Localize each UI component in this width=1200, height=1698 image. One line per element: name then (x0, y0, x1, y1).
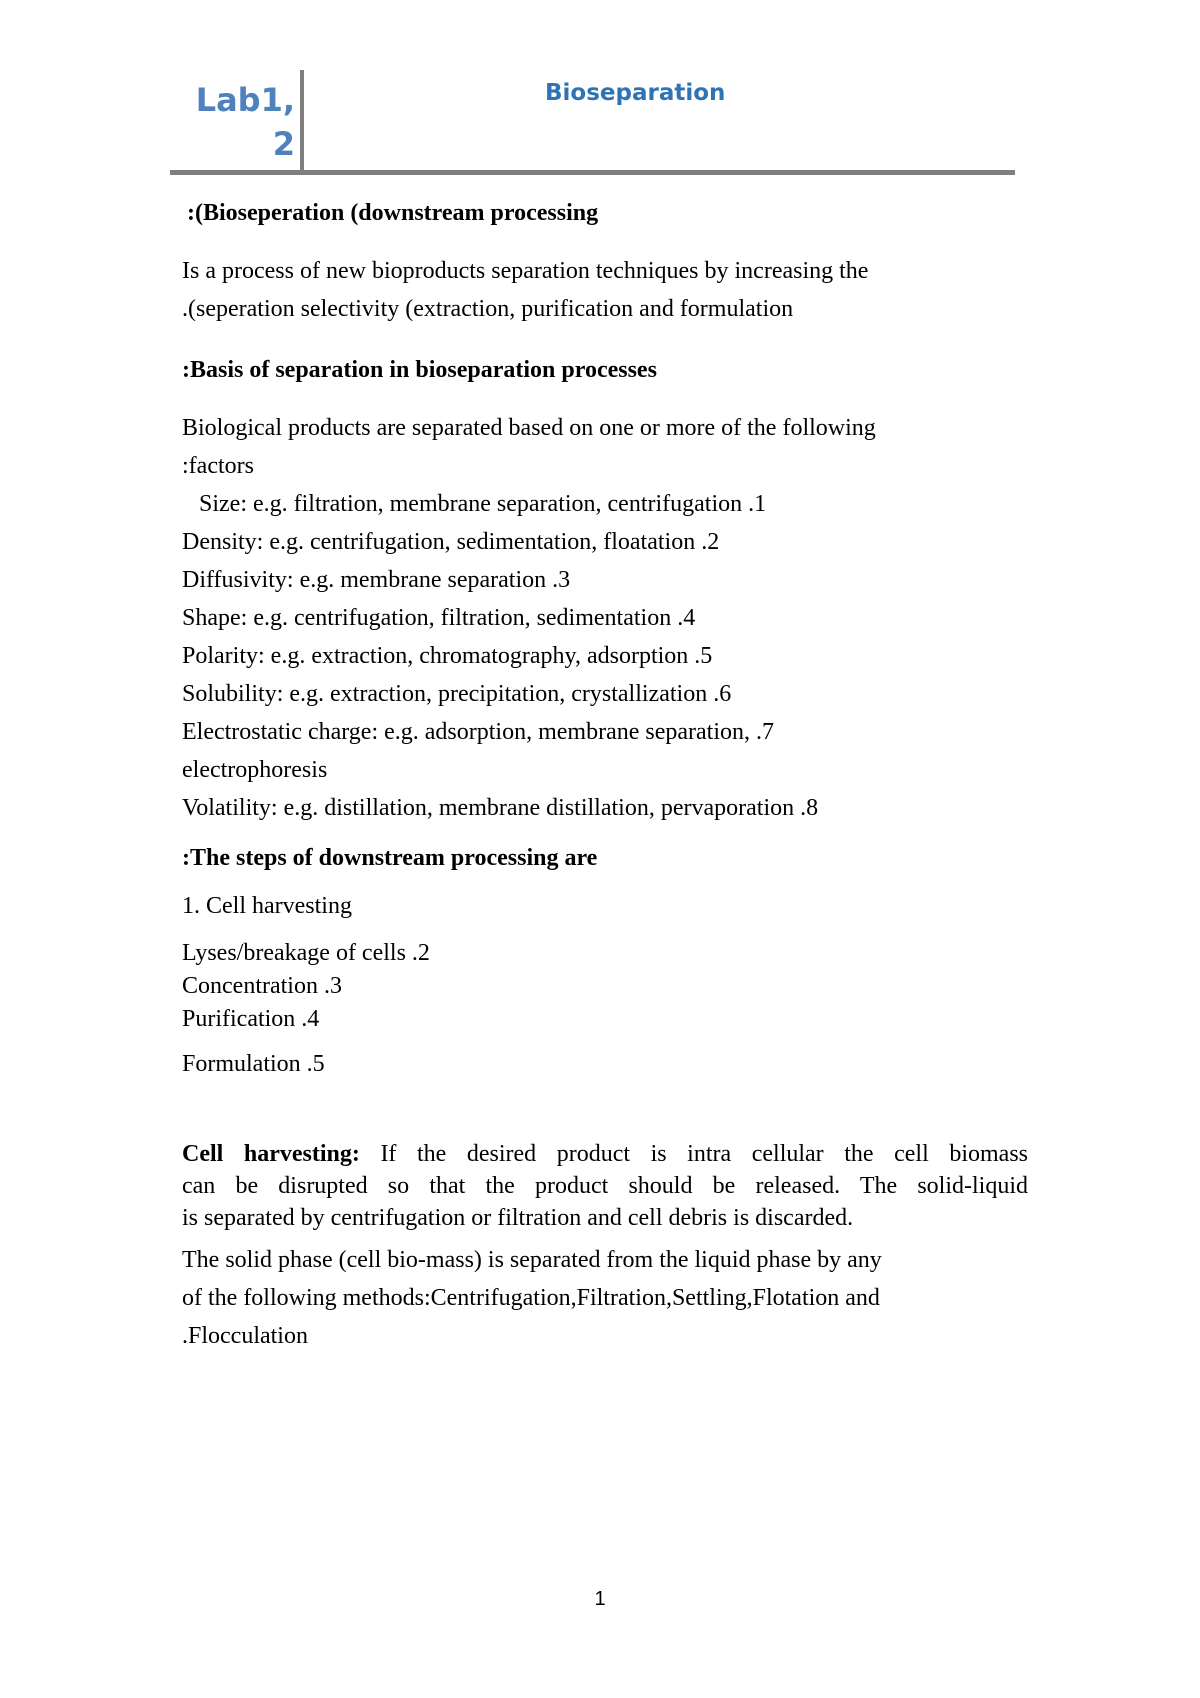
cell-harvesting-line: can be disrupted so that the product should be released. The solid-liquid (182, 1173, 1028, 1199)
heading-basis-of-separation: :Basis of separation in bioseparation processes (182, 357, 657, 383)
factor-item: Density: e.g. centrifugation, sedimentation, floatation .2 (182, 529, 720, 555)
step-item: Formulation .5 (182, 1051, 325, 1077)
heading-bioseperation: :(Bioseperation (downstream processing (187, 200, 599, 226)
step-item: Purification .4 (182, 1006, 320, 1032)
factor-item: Size: e.g. filtration, membrane separation, centrifugation .1 (199, 491, 767, 517)
step-item: Concentration .3 (182, 973, 342, 999)
step-item: Lyses/breakage of cells .2 (182, 940, 430, 966)
para1-line1: Is a process of new bioproducts separation techniques by increasing the (182, 258, 869, 284)
factor-item: Volatility: e.g. distillation, membrane distillation, pervaporation .8 (182, 795, 819, 821)
cell-harvesting-paragraph (182, 1138, 1028, 1234)
factor-item: Electrostatic charge: e.g. adsorption, membrane separation, .7 (182, 719, 775, 745)
final-line: .Flocculation (182, 1323, 308, 1349)
para2-line1: Biological products are separated based on one or more of the following (182, 415, 876, 441)
cell-harvesting-line1-text: If the desired product is intra cellular the cell biomass (380, 1141, 1028, 1167)
factor-item: Diffusivity: e.g. membrane separation .3 (182, 567, 571, 593)
step-item: 1. Cell harvesting (182, 893, 352, 919)
final-line: The solid phase (cell bio-mass) is separated from the liquid phase by any (182, 1247, 882, 1273)
para1-line2: .(seperation selectivity (extraction, purification and formulation (182, 296, 794, 322)
para2-line2: :factors (182, 453, 254, 479)
cell-harvesting-label: Cell harvesting: (182, 1141, 360, 1167)
heading-downstream-steps: :The steps of downstream processing are (182, 845, 598, 871)
page-number: 1 (594, 1588, 606, 1610)
lab-number-line1: Lab1, (195, 81, 295, 119)
header-title: Bioseparation (545, 80, 726, 106)
header-horizontal-rule (170, 170, 1015, 175)
cell-harvesting-line: is separated by centrifugation or filtration and cell debris is discarded. (182, 1205, 854, 1231)
factor-item: Solubility: e.g. extraction, precipitation, crystallization .6 (182, 681, 732, 707)
factor-item: Shape: e.g. centrifugation, filtration, sedimentation .4 (182, 605, 696, 631)
factor-item: electrophoresis (182, 757, 328, 783)
header-vertical-rule (300, 70, 304, 173)
lab-number (185, 78, 295, 166)
final-line: of the following methods:Centrifugation,Filtration,Settling,Flotation and (182, 1285, 880, 1311)
lab-number-line2: 2 (272, 125, 295, 163)
factor-item: Polarity: e.g. extraction, chromatography, adsorption .5 (182, 643, 713, 669)
cell-harvesting-line (182, 1138, 1028, 1170)
